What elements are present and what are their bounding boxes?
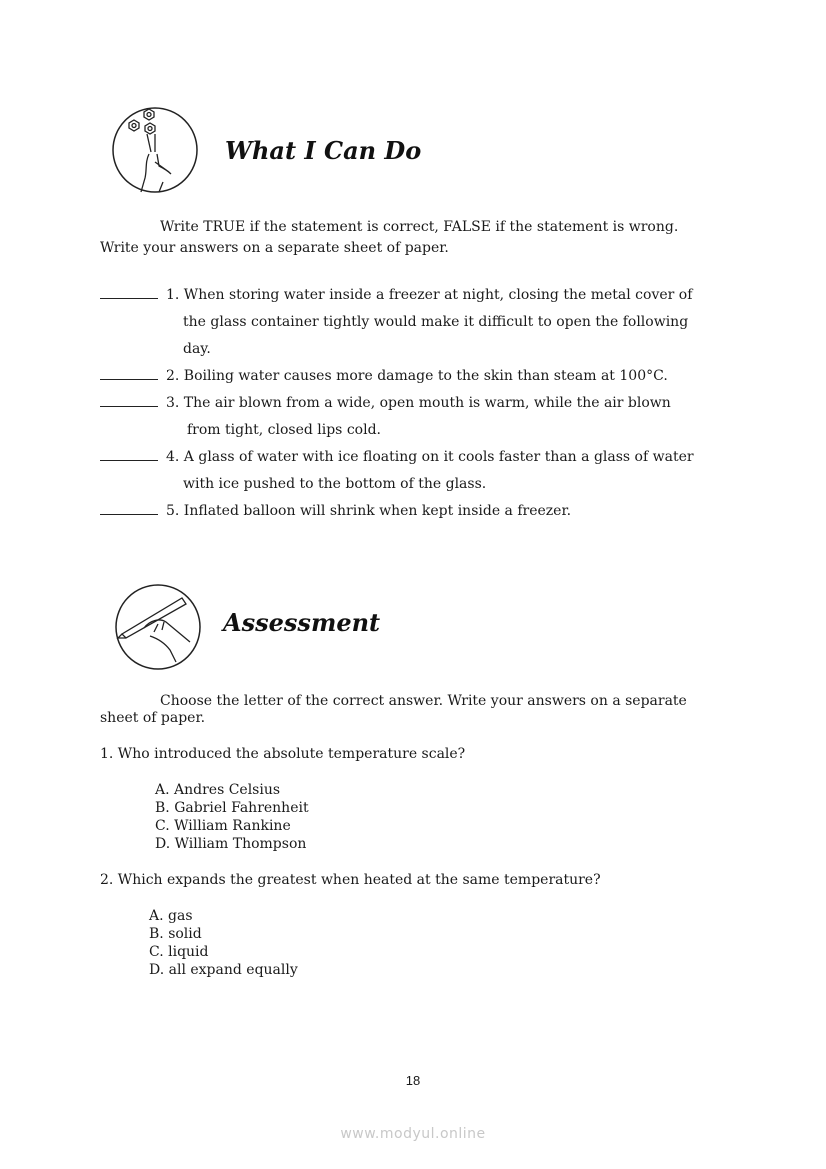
instruction-text: Choose the letter of the correct answer. Write your answers on a separate: [160, 693, 687, 709]
answer-blank[interactable]: [100, 394, 158, 407]
list-item-continuation: from tight, closed lips cold.: [187, 422, 381, 438]
instruction-text: Write your answers on a separate sheet of paper.: [100, 240, 449, 256]
question-2: 2. Which expands the greatest when heated at the same temperature?: [100, 872, 601, 888]
option: B. Gabriel Fahrenheit: [155, 800, 309, 816]
option: C. William Rankine: [155, 818, 291, 834]
option: D. all expand equally: [149, 962, 298, 978]
hand-wrench-icon: [111, 106, 201, 196]
answer-blank[interactable]: [100, 286, 158, 299]
answer-blank[interactable]: [100, 502, 158, 515]
option: A. Andres Celsius: [155, 782, 281, 798]
instruction-text: Write TRUE if the statement is correct, FALSE if the statement is wrong.: [160, 219, 679, 235]
option: B. solid: [149, 926, 202, 942]
watermark: www.modyul.online: [340, 1126, 486, 1142]
list-item-continuation: day.: [183, 341, 211, 357]
question-1: 1. Who introduced the absolute temperature scale?: [100, 746, 466, 762]
section-title-assessment: Assessment: [223, 608, 381, 637]
list-item-continuation: with ice pushed to the bottom of the glass.: [183, 476, 487, 492]
option: D. William Thompson: [155, 836, 307, 852]
list-item: 3. The air blown from a wide, open mouth is warm, while the air blown: [100, 394, 671, 412]
page-number: 18: [405, 1073, 421, 1088]
section-title-what-i-can-do: What I Can Do: [225, 136, 422, 165]
list-item: 5. Inflated balloon will shrink when kept inside a freezer.: [100, 502, 571, 520]
list-item-continuation: the glass container tightly would make it difficult to open the following: [183, 314, 689, 330]
hand-pencil-icon: [114, 584, 202, 672]
answer-blank[interactable]: [100, 367, 158, 380]
list-item: 1. When storing water inside a freezer at night, closing the metal cover of: [100, 286, 692, 304]
answer-blank[interactable]: [100, 448, 158, 461]
option: A. gas: [149, 908, 193, 924]
list-item: 4. A glass of water with ice floating on it cools faster than a glass of water: [100, 448, 694, 466]
instruction-text: sheet of paper.: [100, 710, 206, 726]
list-item: 2. Boiling water causes more damage to the skin than steam at 100°C.: [100, 367, 668, 385]
option: C. liquid: [149, 944, 209, 960]
